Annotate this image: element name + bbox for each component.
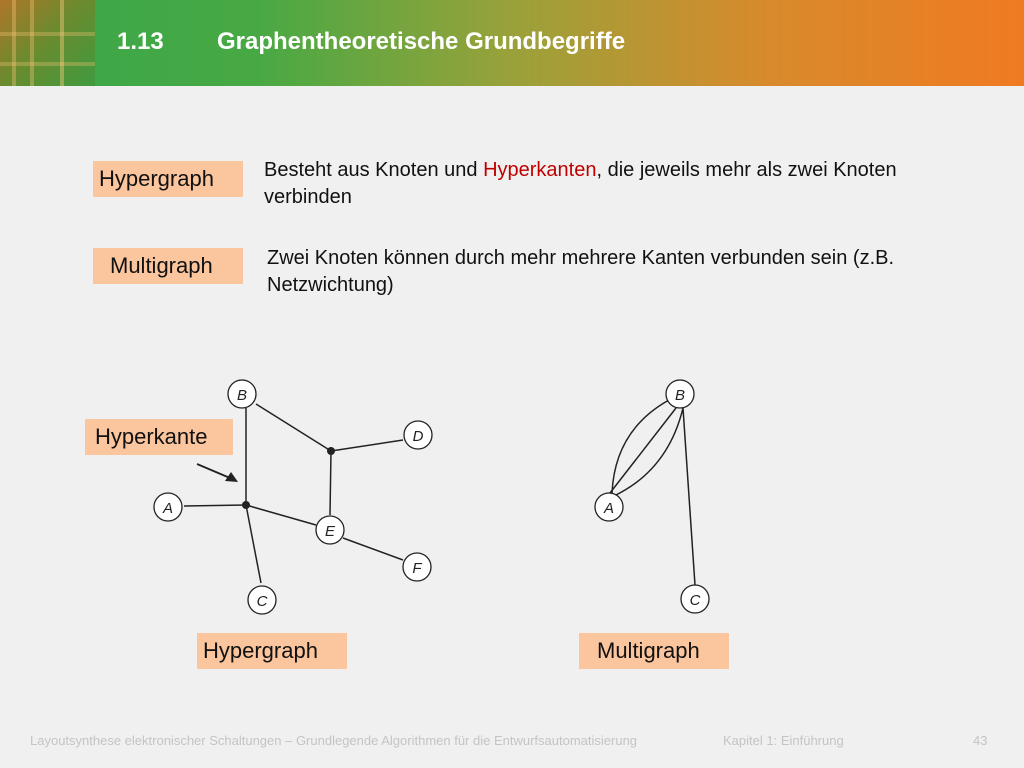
definition-text: Besteht aus Knoten und (264, 159, 484, 181)
section-number: 1.13 (117, 28, 164, 55)
edge-a-b-3 (614, 408, 683, 496)
multigraph-edges (610, 400, 695, 585)
caption-multigraph: Multigraph (579, 633, 729, 669)
node-label-a: A (603, 500, 615, 517)
edge-b-hub2 (256, 404, 331, 451)
node-label-d: D (412, 428, 424, 445)
node-label-e: E (324, 523, 336, 540)
hyperedge-junction (327, 447, 335, 455)
node-label-c: C (689, 592, 701, 609)
edge-hub2-d (331, 440, 403, 451)
edge-b-c (683, 408, 695, 585)
footer-page-number: 43 (973, 733, 988, 748)
edge-hub-c (246, 505, 261, 583)
node-label-c: C (256, 593, 268, 610)
node-label-a: A (162, 500, 174, 517)
term-multigraph: Multigraph (93, 248, 243, 284)
arrow-line (197, 464, 230, 478)
node-label-b: B (674, 387, 686, 404)
edge-hub2-e (330, 451, 331, 515)
definition-text: , die jeweils mehr als zwei Knoten verbinden (264, 159, 897, 208)
node-label-b: B (236, 387, 248, 404)
slide-title: Graphentheoretische Grundbegriffe (217, 28, 626, 55)
hypergraph-edges (184, 404, 403, 583)
term-hypergraph: Hypergraph (93, 161, 243, 197)
footer-course-title: Layoutsynthese elektronischer Schaltungen – Grundlegende Algorithmen für die Entwurfsautomatisierung (30, 733, 638, 748)
footer-chapter: Kapitel 1: Einführung (723, 733, 844, 748)
caption-hypergraph: Hypergraph (197, 633, 347, 669)
callout-hyperkante: Hyperkante (85, 419, 233, 455)
node-label-f: F (412, 560, 422, 577)
hyperedge-junction (242, 501, 250, 509)
edge-hub-e (246, 505, 316, 525)
highlighted-term: Hyperkanten (483, 159, 597, 181)
edge-e-f (343, 538, 403, 560)
definition-multigraph: Zwei Knoten können durch mehr mehrere Kanten verbunden sein (z.B. Netzwichtung) (267, 247, 895, 296)
edge-a-hub (184, 505, 246, 506)
